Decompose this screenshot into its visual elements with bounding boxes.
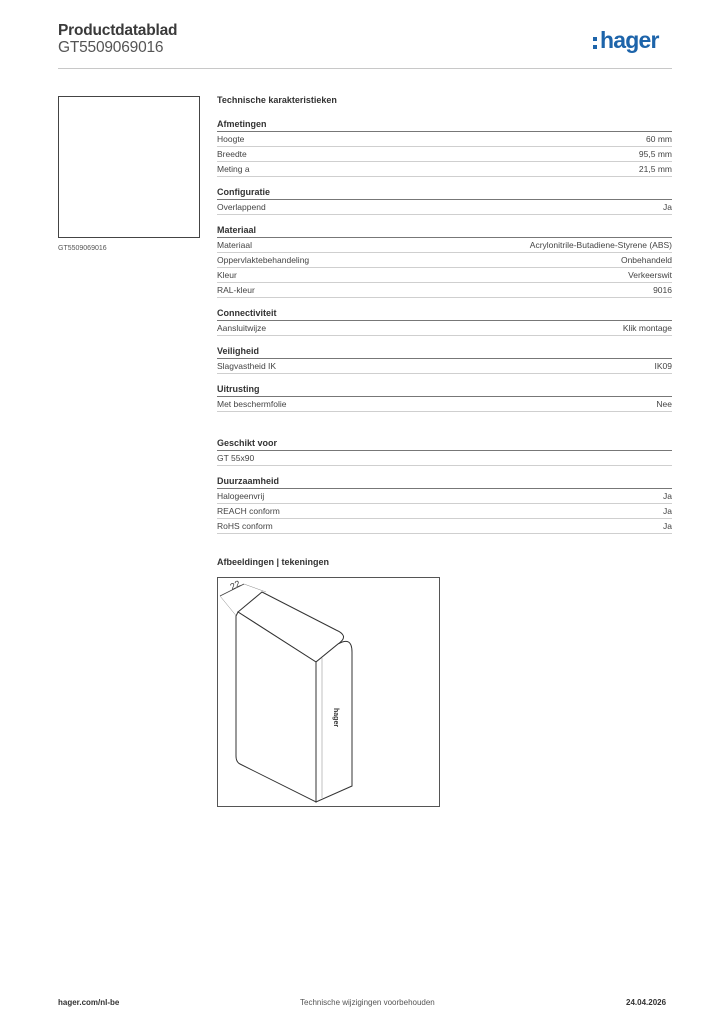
spec-value: IK09 [654, 361, 672, 371]
drawings-title: Afbeeldingen | tekeningen [217, 557, 330, 567]
spec-group-title: Connectiviteit [217, 307, 672, 321]
spec-value: 9016 [653, 285, 672, 295]
spec-label: Hoogte [217, 134, 245, 144]
spec-row [217, 147, 672, 162]
footer-website[interactable]: hager.com/nl-be [58, 998, 120, 1007]
spec-row [217, 451, 672, 466]
spec-row [217, 489, 672, 504]
spec-group-suitable-for [217, 437, 672, 466]
spec-group-dimensions [217, 118, 672, 177]
logo-text: hager [600, 27, 659, 53]
spec-row [217, 132, 672, 147]
spec-label: Met beschermfolie [217, 399, 287, 409]
spec-value: Verkeerswit [628, 270, 672, 280]
spec-row [217, 283, 672, 298]
spec-row [217, 359, 672, 374]
spec-group-connectivity [217, 307, 672, 336]
spec-group-configuration [217, 186, 672, 215]
spec-group-title: Duurzaamheid [217, 475, 672, 489]
product-image [58, 96, 200, 238]
spec-label: RoHS conform [217, 521, 273, 531]
spec-row [217, 162, 672, 177]
spec-value: 60 mm [646, 134, 672, 144]
product-image-caption: GT5509069016 [58, 245, 107, 252]
end-cap-drawing [218, 578, 439, 806]
spec-group-equipment [217, 383, 672, 412]
spec-label: Materiaal [217, 240, 252, 250]
footer-date: 24.04.2026 [626, 998, 667, 1007]
spec-label: GT 55x90 [217, 453, 255, 463]
spec-value: Nee [656, 399, 672, 409]
spec-label: RAL-kleur [217, 285, 255, 295]
spec-value: 95,5 mm [638, 149, 672, 159]
spec-label: Kleur [217, 270, 237, 280]
logo-dots-icon [592, 32, 599, 52]
spec-value: Ja [663, 491, 672, 501]
spec-label: Halogeenvrij [217, 491, 265, 501]
technical-specs [217, 94, 672, 543]
spec-group-title: Geschikt voor [217, 437, 672, 451]
spec-value: Onbehandeld [620, 255, 672, 265]
spec-label: Oppervlaktebehandeling [217, 255, 310, 265]
header-divider [58, 68, 672, 69]
spec-value: Ja [663, 202, 672, 212]
spec-group-sustainability [217, 475, 672, 534]
spec-label: Slagvastheid IK [217, 361, 277, 371]
spec-group-title: Uitrusting [217, 383, 672, 397]
spec-value: Klik montage [622, 323, 672, 333]
specs-title: Technische karakteristieken [217, 95, 337, 105]
spec-row [217, 519, 672, 534]
spec-row [217, 397, 672, 412]
spec-group-title: Configuratie [217, 186, 672, 200]
spec-value: Ja [663, 521, 672, 531]
spec-group-title: Materiaal [217, 224, 672, 238]
spec-group-title: Afmetingen [217, 118, 672, 132]
spec-value: Acrylonitrile-Butadiene-Styrene (ABS) [529, 240, 672, 250]
spec-row [217, 321, 672, 336]
technical-drawing [217, 577, 440, 807]
spec-group-material [217, 224, 672, 298]
spec-row [217, 268, 672, 283]
product-code: GT5509069016 [58, 39, 164, 56]
spec-row [217, 238, 672, 253]
spacer [217, 421, 672, 437]
page-title: Productdatablad [58, 22, 178, 39]
spec-label: Aansluitwijze [217, 323, 267, 333]
spec-row [217, 200, 672, 215]
spec-group-title: Veiligheid [217, 345, 672, 359]
spec-label: REACH conform [217, 506, 280, 516]
spec-row [217, 253, 672, 268]
spec-row [217, 504, 672, 519]
spec-label: Breedte [217, 149, 247, 159]
spec-label: Overlappend [217, 202, 266, 212]
spec-group-safety [217, 345, 672, 374]
hager-logo [592, 27, 659, 54]
spec-label: Meting a [217, 164, 250, 174]
spec-value: Ja [663, 506, 672, 516]
footer-notice: Technische wijzigingen voorbehouden [300, 998, 435, 1007]
dimension-label: 22 [228, 578, 242, 592]
spec-value: 21,5 mm [638, 164, 672, 174]
brand-mark-label: hager [332, 708, 339, 728]
